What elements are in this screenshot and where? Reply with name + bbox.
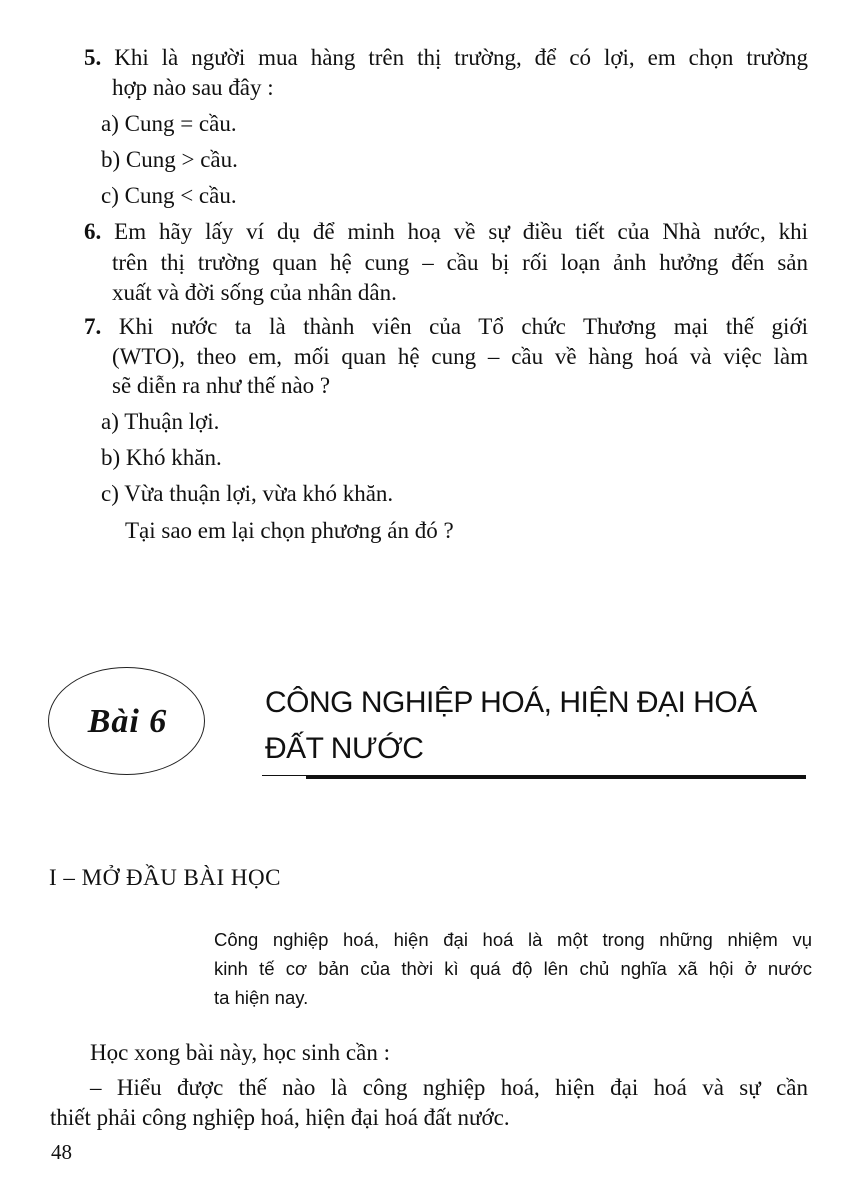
- question-6-line-2: trên thị trường quan hệ cung – cầu bị rối loạn ảnh hưởng đến sản: [112, 250, 808, 275]
- question-6-line-1: [84, 219, 808, 245]
- question-5-option-c: c) Cung < cầu.: [101, 183, 237, 208]
- objectives-lead: Học xong bài này, học sinh cần :: [90, 1040, 390, 1065]
- question-6-number: 6.: [84, 219, 102, 244]
- lesson-title-line-2: ĐẤT NƯỚC: [265, 732, 424, 765]
- intro-line-2: kinh tế cơ bản của thời kì quá độ lên chủ nghĩa xã hội ở nước: [214, 958, 812, 979]
- question-7-line-3: sẽ diễn ra như thế nào ?: [112, 373, 331, 398]
- question-6-text: Em hãy lấy ví dụ để minh hoạ về sự điều tiết của Nhà nước, khi: [114, 219, 809, 244]
- lesson-title-line-1: CÔNG NGHIỆP HOÁ, HIỆN ĐẠI HOÁ: [265, 686, 757, 719]
- question-6-line-3: xuất và đời sống của nhân dân.: [112, 280, 397, 305]
- section-heading: I – MỞ ĐẦU BÀI HỌC: [49, 865, 281, 890]
- question-5-option-a: a) Cung = cầu.: [101, 111, 237, 136]
- page-number: 48: [51, 1140, 72, 1164]
- question-7-line-1: [84, 314, 808, 340]
- intro-paragraph: [214, 925, 812, 1012]
- question-5-option-b: b) Cung > cầu.: [101, 147, 238, 172]
- question-7-text: Khi nước ta là thành viên của Tổ chức Thương mại thế giới: [118, 314, 808, 339]
- question-7-option-a: a) Thuận lợi.: [101, 409, 220, 434]
- intro-line-1: Công nghiệp hoá, hiện đại hoá là một trong những nhiệm vụ: [214, 929, 812, 950]
- question-7-number: 7.: [84, 314, 102, 339]
- question-7-option-c: c) Vừa thuận lợi, vừa khó khăn.: [101, 481, 394, 506]
- intro-line-3: ta hiện nay.: [214, 987, 309, 1008]
- question-7-option-b: b) Khó khăn.: [101, 445, 222, 470]
- question-5-line-1: [84, 45, 808, 71]
- lesson-label: Bài 6: [87, 703, 168, 740]
- question-7-followup: Tại sao em lại chọn phương án đó ?: [125, 518, 454, 543]
- question-5-number: 5.: [84, 45, 102, 70]
- question-7-line-2: (WTO), theo em, mối quan hệ cung – cầu về hàng hoá và việc làm: [112, 344, 808, 369]
- question-5-line-2: hợp nào sau đây :: [112, 75, 274, 100]
- objective-1-line-1: – Hiểu được thế nào là công nghiệp hoá, hiện đại hoá và sự cần: [90, 1075, 808, 1100]
- question-5-text: Khi là người mua hàng trên thị trường, để có lợi, em chọn trường: [114, 45, 808, 70]
- objective-1-line-2: thiết phải công nghiệp hoá, hiện đại hoá đất nước.: [50, 1105, 510, 1130]
- lesson-badge: [48, 667, 205, 775]
- title-rule-thick: [306, 776, 806, 779]
